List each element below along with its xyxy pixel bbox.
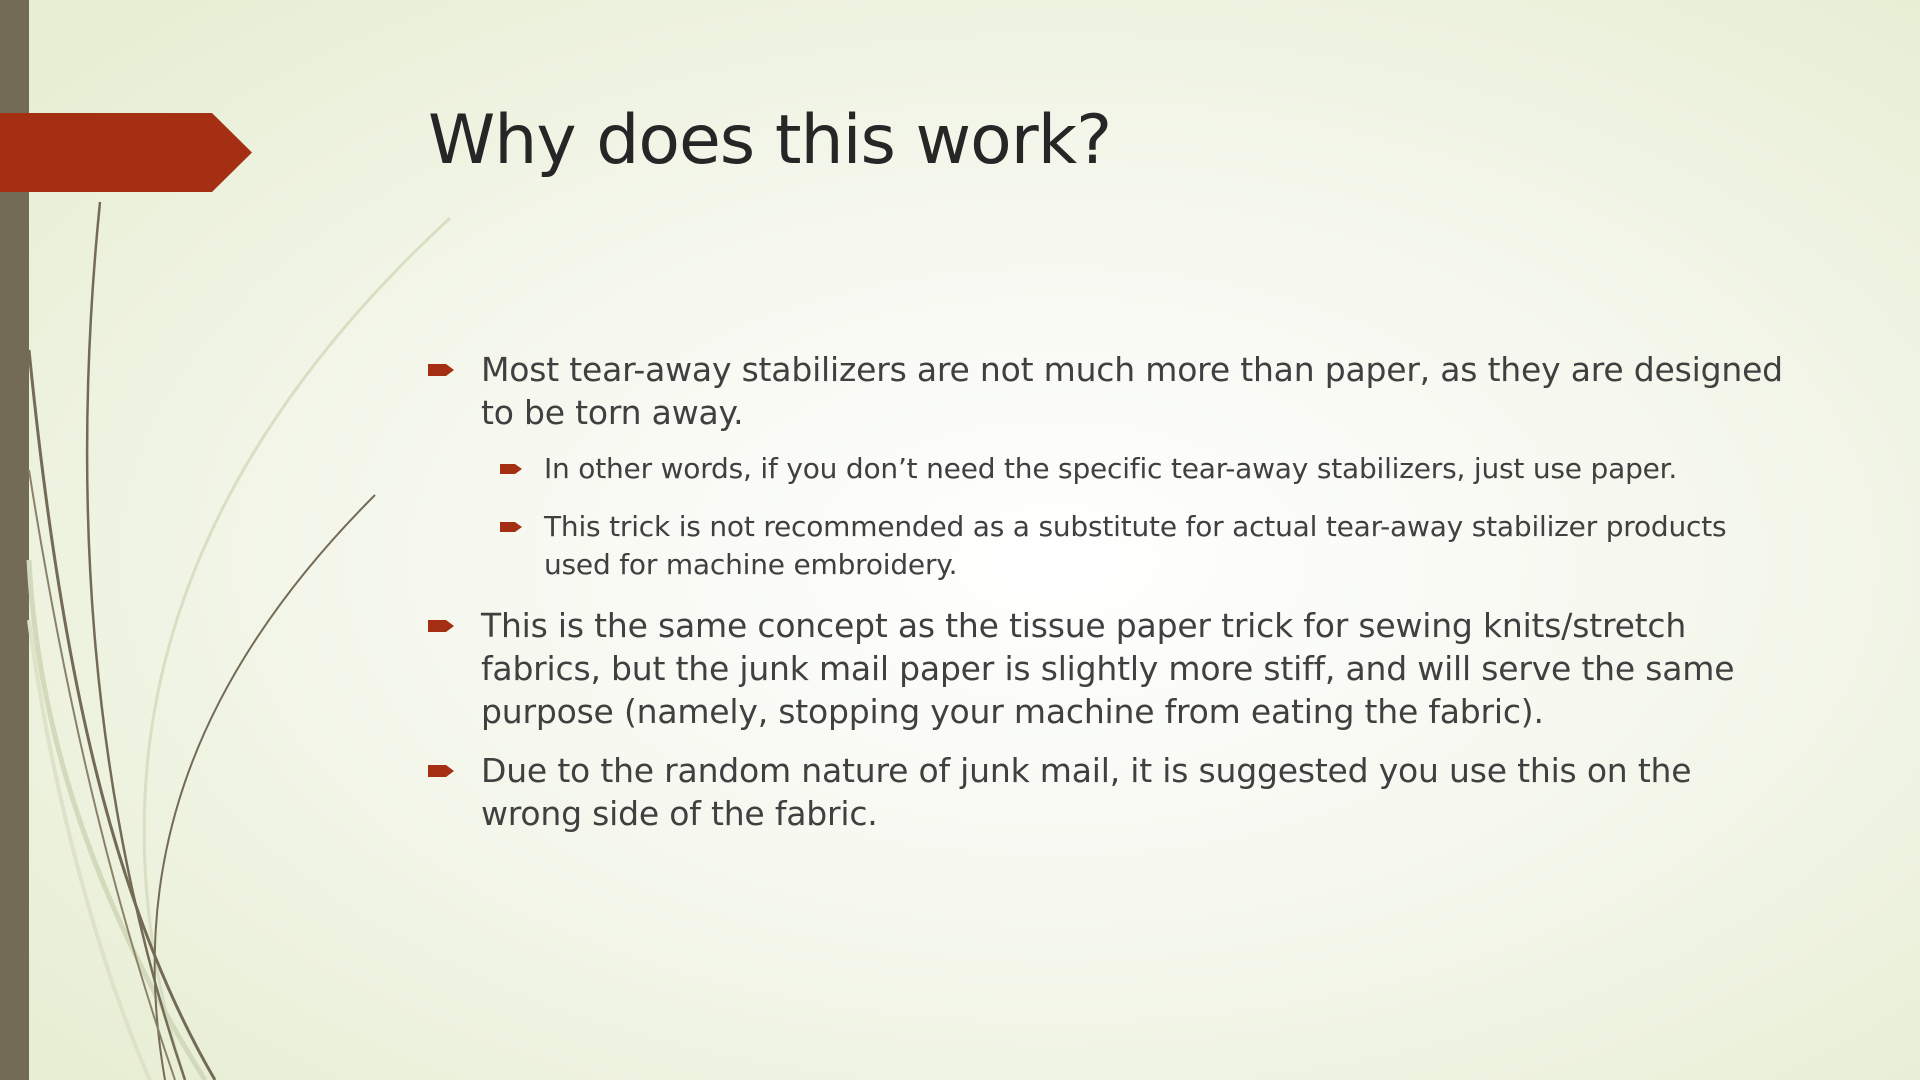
dark-curve-stroke <box>155 495 375 1080</box>
sub-bullet-text: In other words, if you don’t need the specific tear-away stabilizers, just use paper. <box>544 452 1678 485</box>
bullet-item <box>428 749 1788 835</box>
title-arrow-shape <box>0 113 252 192</box>
arrow-right-bullet-icon <box>500 520 524 534</box>
arrow-right-bullet-icon <box>500 462 524 476</box>
bullet-item <box>428 348 1788 434</box>
sub-bullet-text: This trick is not recommended as a substitute for actual tear-away stabilizer products used for machine embroidery. <box>544 510 1727 581</box>
dark-curve-stroke <box>29 350 215 1080</box>
arrow-right-bullet-icon <box>428 618 456 634</box>
arrow-right-bullet-icon <box>428 362 456 378</box>
slide-title: Why does this work? <box>428 101 1112 180</box>
bullet-text: Due to the random nature of junk mail, it is suggested you use this on the wrong side of the fabric. <box>481 751 1692 833</box>
bullet-text: Most tear-away stabilizers are not much more than paper, as they are designed to be torn away. <box>481 350 1783 432</box>
bullet-text: This is the same concept as the tissue paper trick for sewing knits/stretch fabrics, but the junk mail paper is slightly more stiff, and will serve the same purpose (namely, stopping your machine from eating the fabric). <box>481 606 1735 731</box>
sub-bullet-item <box>500 450 1788 488</box>
slide-content <box>428 348 1788 851</box>
arrow-right-bullet-icon <box>428 763 456 779</box>
light-curve-stroke <box>144 218 450 1080</box>
sub-bullet-item <box>500 508 1788 584</box>
bullet-item <box>428 604 1788 733</box>
